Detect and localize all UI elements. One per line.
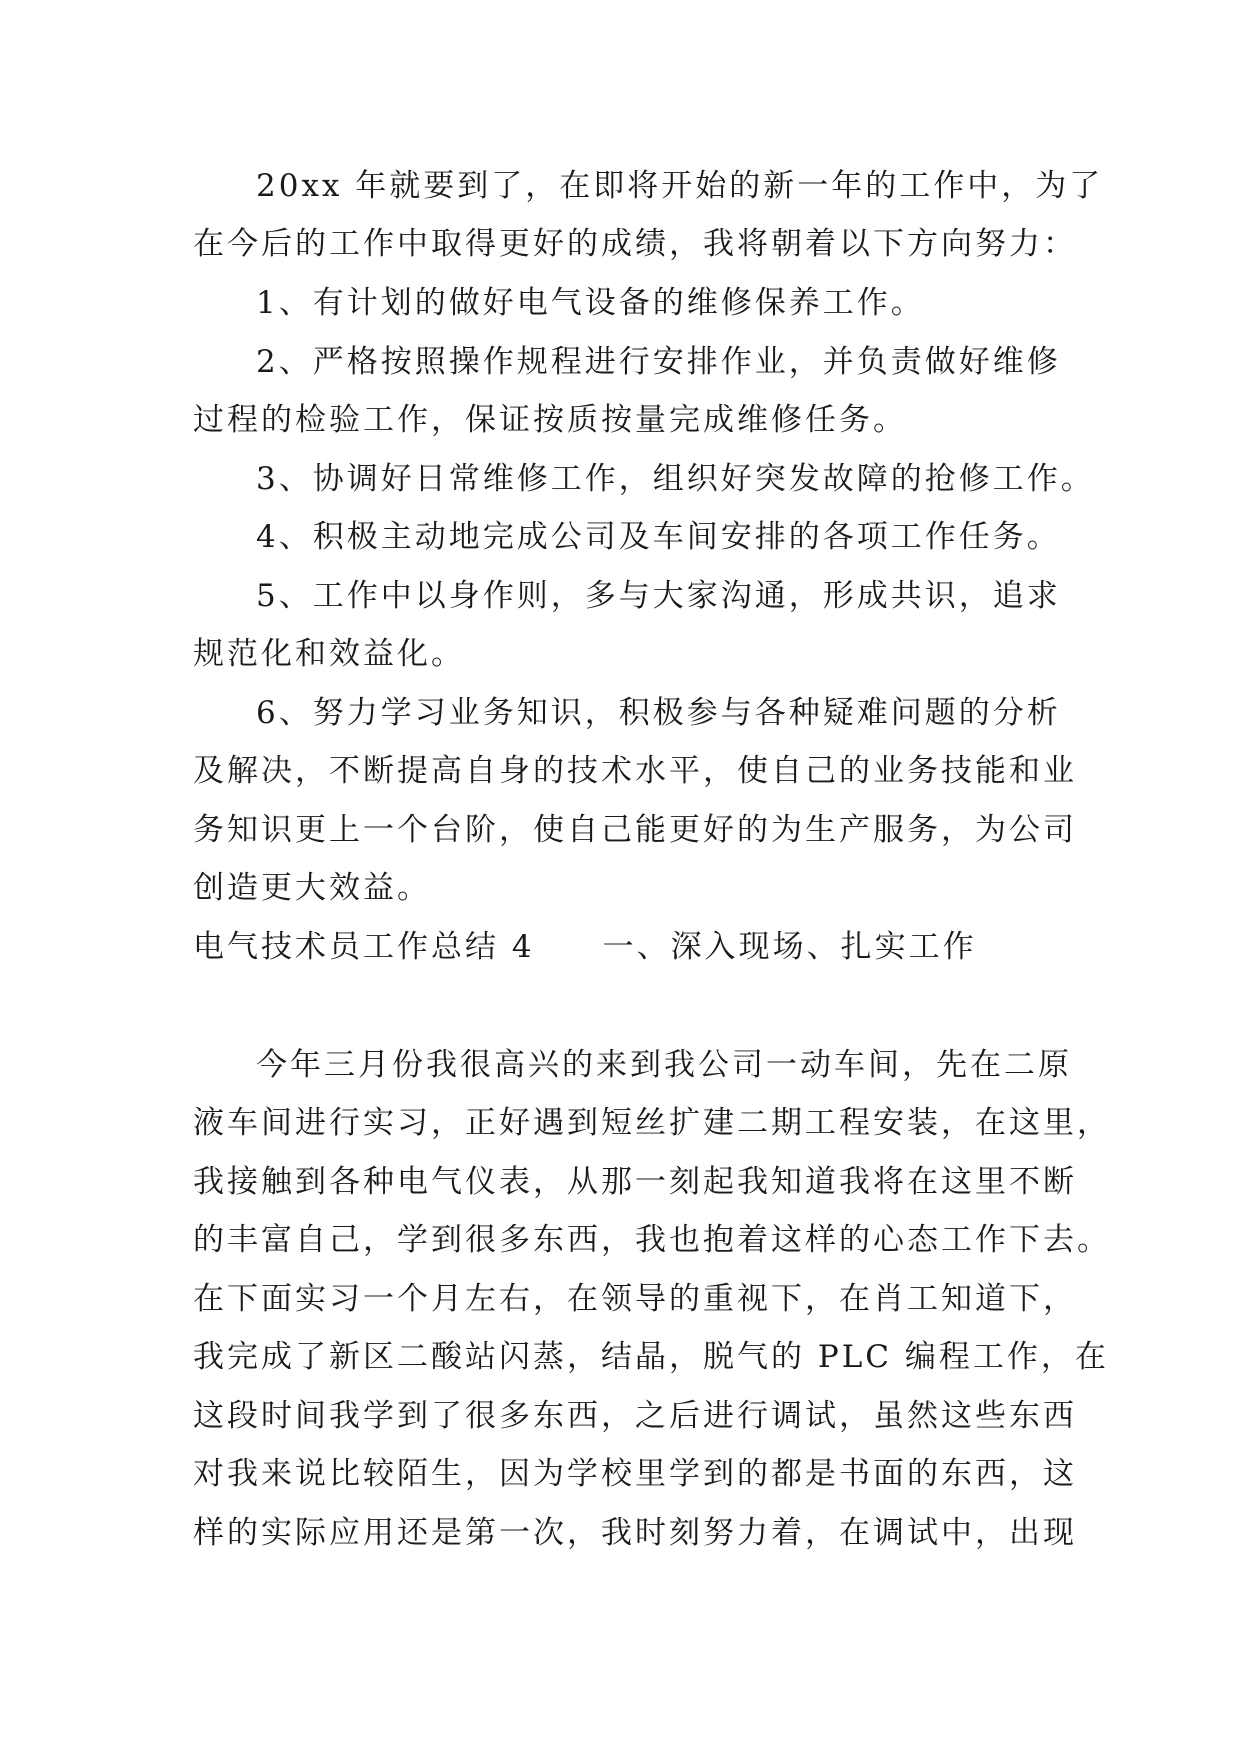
list-item: 2、严格按照操作规程进行安排作业，并负责做好维修 — [256, 344, 1061, 380]
text-line: 规范化和效益化。 — [193, 636, 465, 672]
list-item: 5、工作中以身作则，多与大家沟通，形成共识，追求 — [256, 578, 1061, 614]
list-item: 3、协调好日常维修工作，组织好突发故障的抢修工作。 — [256, 461, 1095, 497]
text-line: 创造更大效益。 — [193, 870, 431, 906]
text-line: 务知识更上一个台阶，使自己能更好的为生产服务，为公司 — [193, 812, 1077, 848]
text-line: 我完成了新区二酸站闪蒸，结晶，脱气的 PLC 编程工作，在 — [193, 1339, 1109, 1375]
list-item: 4、积极主动地完成公司及车间安排的各项工作任务。 — [256, 519, 1061, 555]
text-line: 对我来说比较陌生，因为学校里学到的都是书面的东西，这 — [193, 1456, 1077, 1492]
section-heading: 电气技术员工作总结 4 一、深入现场、扎实工作 — [193, 929, 977, 965]
text-line: 样的实际应用还是第一次，我时刻努力着，在调试中，出现 — [193, 1515, 1077, 1551]
text-line: 这段时间我学到了很多东西，之后进行调试，虽然这些东西 — [193, 1398, 1077, 1434]
list-item: 6、努力学习业务知识，积极参与各种疑难问题的分析 — [256, 695, 1061, 731]
text-line: 我接触到各种电气仪表，从那一刻起我知道我将在这里不断 — [193, 1164, 1077, 1200]
list-item: 1、有计划的做好电气设备的维修保养工作。 — [256, 285, 925, 321]
text-line: 的丰富自己，学到很多东西，我也抱着这样的心态工作下去。 — [193, 1222, 1111, 1258]
text-line: 20xx 年就要到了，在即将开始的新一年的工作中，为了 — [256, 168, 1104, 204]
text-line: 今年三月份我很高兴的来到我公司一动车间，先在二原 — [256, 1047, 1072, 1083]
text-line: 液车间进行实习，正好遇到短丝扩建二期工程安装，在这里， — [193, 1105, 1111, 1141]
text-line: 及解决，不断提高自身的技术水平，使自己的业务技能和业 — [193, 753, 1077, 789]
text-line: 在今后的工作中取得更好的成绩，我将朝着以下方向努力： — [193, 226, 1077, 262]
text-line: 过程的检验工作，保证按质按量完成维修任务。 — [193, 402, 907, 438]
text-line: 在下面实习一个月左右，在领导的重视下，在肖工知道下， — [193, 1281, 1077, 1317]
